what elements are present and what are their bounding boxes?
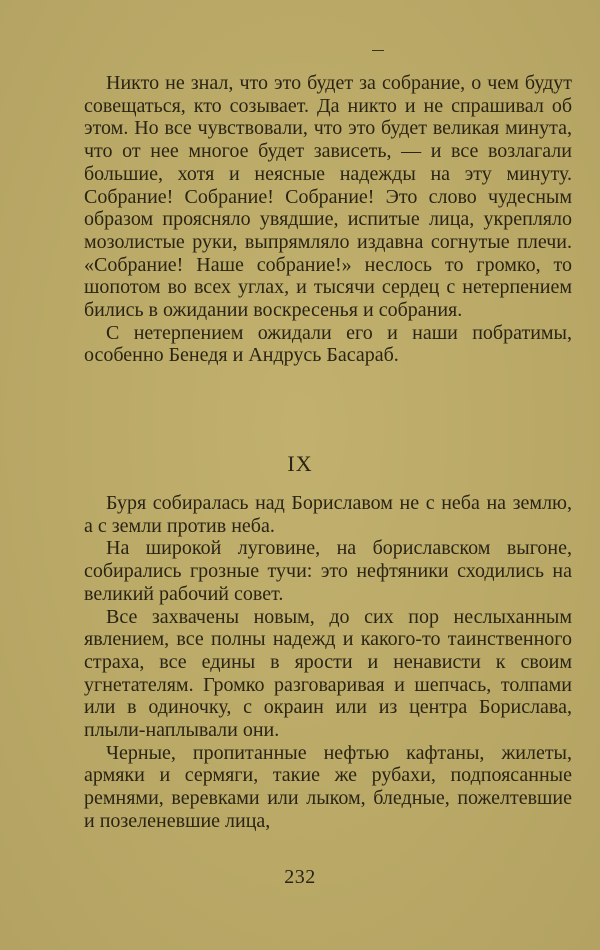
paragraph: Никто не знал, что это будет за собрание, о чем будут совещаться, кто созывает. Да никто и не спрашивал об этом. Но все чувствовали, что это будет великая минута, что от нее многое будет зависеть, — и все возлагали большие, хотя и неясные надежды на эту минуту. Собрание! Собрание! Собрание! Это слово чудесным образом проясняло увядшие, испитые лица, укрепляло мозолистые руки, выпрямляло издавна согнутые плечи. «Собрание! Наше собрание!» неслось то громко, то шопотом во всех углах, и тысячи сердец с нетерпением бились в ожидании воскресенья и собрания. xyxy=(84,72,572,322)
chapter-heading: IX xyxy=(287,451,313,476)
paragraph: Черные, пропитанные нефтью кафтаны, жилеты, армяки и сермяги, такие же рубахи, подпоясанные ремнями, веревками или лыком, бледные, пожелтевшие и позеленевшие лица, xyxy=(84,741,572,832)
paragraph: На широкой луговине, на бориславском выгоне, собирались грозные тучи: это нефтяники сходились на великий рабочий совет. xyxy=(84,537,572,605)
paragraph: С нетерпением ожидали его и наши побратимы, особенно Бенедя и Андрусь Басараб. xyxy=(84,321,572,367)
top-dash-mark xyxy=(372,50,384,51)
paragraph: Все захвачены новым, до сих пор неслыханным явлением, все полны надежд и какого-то таинственного страха, все едины в ярости и ненависти к своим угнетателям. Громко разговаривая и шепчась, толпами или в одиночку, с окраин или из центра Борислава, плыли-наплывали они. xyxy=(84,605,572,742)
paragraph: Буря собиралась над Бориславом не с неба на землю, а с земли против неба. xyxy=(84,492,572,537)
text-block-bottom xyxy=(84,492,572,833)
page-number: 232 xyxy=(284,866,316,888)
text-block-top xyxy=(84,72,572,367)
